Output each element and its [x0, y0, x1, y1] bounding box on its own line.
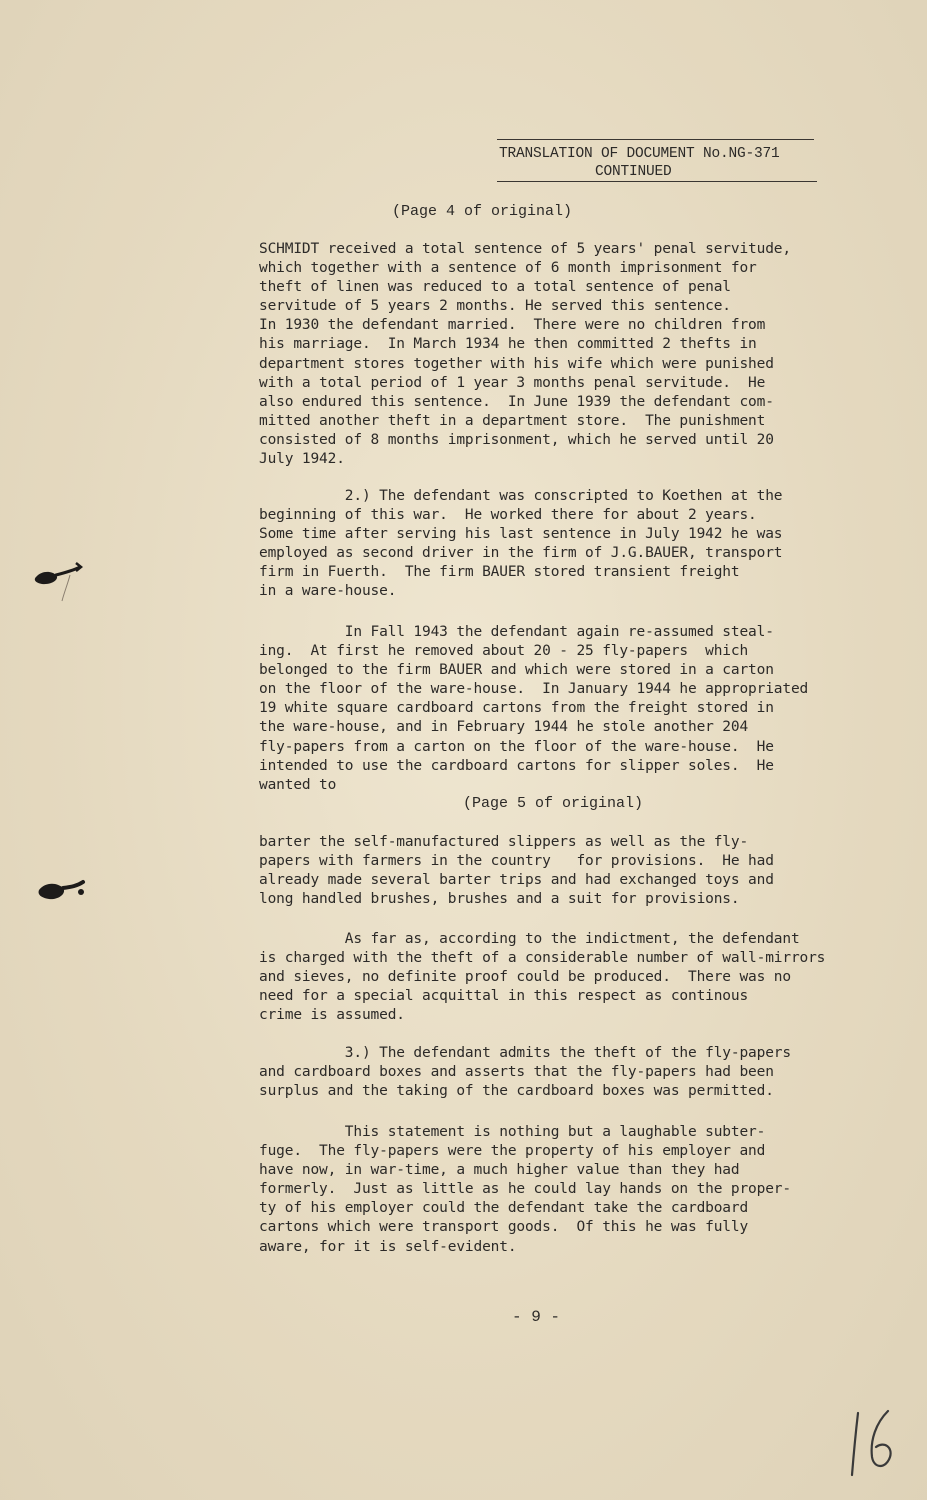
header-bottom-rule — [497, 181, 817, 182]
original-page-ref-5: (Page 5 of original) — [463, 795, 644, 812]
paragraph-sentence-history: SCHMIDT received a total sentence of 5 years' penal servitude, which together with a sentence of 6 month imprisonment for theft of linen was reduced to a total sentence of penal servitude of 5 years 2 months. He served this sentence. In 1930 the defendant married. There were no children from his marriage. In March 1934 he then committed 2 thefts in department stores together with his wife which were punished with a total period of 1 year 3 months penal servitude. He also endured this sentence. In June 1939 the defendant com- mitted another theft in a department store. The punishment consisted of 8 months imprisonment, which he served until 20 July 1942. — [259, 241, 791, 468]
page-number: - 9 - — [512, 1308, 561, 1326]
paragraph-conscription: 2.) The defendant was conscripted to Koethen at the beginning of this war. He worked there for about 2 years. Some time after serving his last sentence in July 1942 he was employed as second driver in the firm of J.G.BAUER, transport firm in Fuerth. The firm BAUER stored transient freight in a ware-house. — [259, 488, 783, 600]
paragraph-indictment: As far as, according to the indictment, the defendant is charged with the theft of a considerable number of wall-mirrors and sieves, no definite proof could be produced. There was no need for a special acquittal in this respect as continous crime is assumed. — [259, 931, 826, 1024]
translation-heading: TRANSLATION OF DOCUMENT No.NG-371 — [499, 146, 780, 162]
paragraph-barter: barter the self-manufactured slippers as well as the fly- papers with farmers in the country for provisions. He had already made several barter trips and had exchanged toys and long handled brushes, brushes and a suit for provisions. — [259, 834, 774, 908]
binder-mark-icon — [35, 870, 90, 910]
handwritten-folio-number — [840, 1405, 910, 1485]
paragraph-admission: 3.) The defendant admits the theft of the fly-papers and cardboard boxes and asserts that the fly-papers had been surplus and the taking of the cardboard boxes was permitted. — [259, 1045, 791, 1100]
binder-mark-icon — [30, 555, 100, 605]
continued-label: CONTINUED — [595, 164, 672, 180]
paragraph-subterfuge: This statement is nothing but a laughable subter- fuge. The fly-papers were the property of his employer and have now, in war-time, a much higher value than they had formerly. Just as little as he could lay hands on the proper- ty of his employer could the defendant take the cardboard cartons which were transport goods. Of this he was fully aware, for it is self-evident. — [259, 1124, 791, 1255]
original-page-ref-4: (Page 4 of original) — [392, 203, 573, 220]
paragraph-thefts: In Fall 1943 the defendant again re-assumed steal- ing. At first he removed about 20 - 25 fly-papers which belonged to the firm BAUER and which were stored in a carton on the floor of the ware-house. In January 1944 he appropriated 19 white square cardboard cartons from the freight stored in the ware-house, and in February 1944 he stole another 204 fly-papers from a carton on the floor of the ware-house. He intended to use the cardboard cartons for slipper soles. He wanted to — [259, 624, 809, 793]
header-top-rule — [497, 139, 814, 140]
